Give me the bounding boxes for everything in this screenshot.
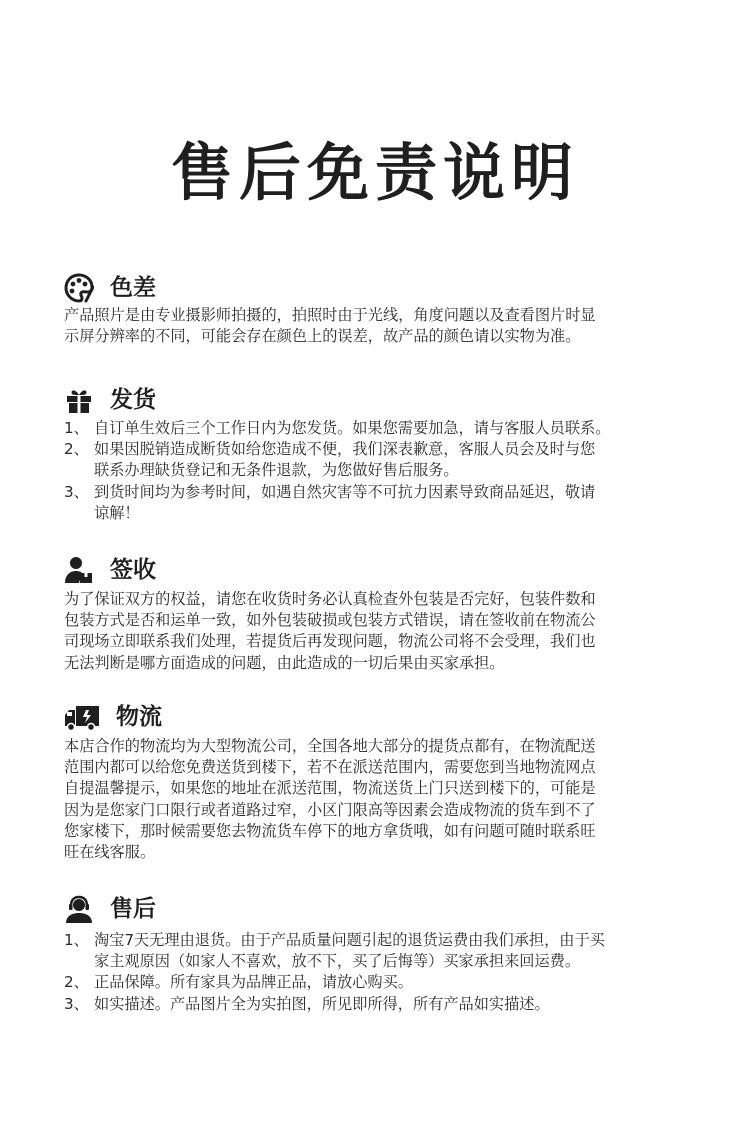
text-line: 您家楼下，那时候需要您去物流货车停下的地方拿货哦，如有问题可随时联系旺 <box>64 821 596 840</box>
list-item <box>64 439 704 481</box>
text-line: 到货时间均为参考时间，如遇自然灾害等不可抗力因素导致商品延迟，敬请 <box>94 482 596 501</box>
text-line: 家主观原因（如家人不喜欢，放不下，买了后悔等）买家承担来回运费。 <box>94 952 580 971</box>
page-title: 售后免责说明 <box>170 136 579 209</box>
text-line: 如果因脱销造成断货如给您造成不便，我们深表歉意，客服人员会及时与您 <box>94 440 596 459</box>
text-line: 无法判断是哪方面造成的问题，由此造成的一切后果由买家承担。 <box>64 653 505 672</box>
palette-icon <box>64 273 94 303</box>
item-number: 1、 <box>64 419 89 437</box>
text-line: 本店合作的物流均为大型物流公司，全国各地大部分的提货点都有，在物流配送 <box>64 737 596 755</box>
section-heading-logistics <box>64 702 162 732</box>
text-line: 淘宝7天无理由退货。由于产品质量问题引起的退货运费由我们承担，由于买 <box>94 931 605 949</box>
list-item <box>64 994 704 1015</box>
text-line: 司现场立即联系我们处理，若提货后再发现问题，物流公司将不会受理，我们也 <box>64 632 596 651</box>
text-line: 自订单生效后三个工作日内为您发货。如果您需要加急，请与客服人员联系。 <box>94 419 611 437</box>
text-line: 如实描述。产品图片全为实拍图，所见即所得，所有产品如实描述。 <box>94 994 550 1013</box>
text-line: 范围内都可以给您免费送货到楼下，若不在派送范围内，需要您到当地物流网点 <box>64 758 596 777</box>
item-number: 3、 <box>64 994 89 1013</box>
text-line: 自提温馨提示，如果您的地址在派送范围，物流送货上门只送到楼下的，可能是 <box>64 779 596 798</box>
item-number: 3、 <box>64 482 89 501</box>
section-heading-aftersale <box>64 894 156 924</box>
logistics-paragraph <box>64 736 704 863</box>
text-line: 正品保障。所有家具为品牌正品，请放心购买。 <box>94 973 413 992</box>
aftersale-list <box>64 930 704 1015</box>
section-heading-label: 售后 <box>110 896 156 922</box>
sign-paragraph <box>64 589 704 674</box>
section-heading-label: 色差 <box>110 275 156 301</box>
list-item <box>64 972 704 993</box>
text-line: 示屏分辨率的不同，可能会存在颜色上的误差，故产品的颜色请以实物为准。 <box>64 327 581 346</box>
list-item <box>64 482 704 524</box>
section-heading-label: 物流 <box>116 704 162 730</box>
truck-icon <box>64 702 100 732</box>
section-heading-label: 签收 <box>110 557 156 583</box>
text-line: 因为是您家门口限行或者道路过窄，小区门限高等因素会造成物流的货车到不了 <box>64 800 596 819</box>
section-heading-shipping <box>64 385 156 415</box>
section-heading-sign <box>64 555 156 585</box>
headset-user-icon <box>64 894 94 924</box>
list-item <box>64 418 704 439</box>
item-number: 1、 <box>64 931 89 949</box>
user-package-icon <box>64 555 94 585</box>
section-heading-color <box>64 273 156 303</box>
text-line: 包装方式是否和运单一致，如外包装破损或包装方式错误，请在签收前在物流公 <box>64 611 596 630</box>
list-item <box>64 930 704 972</box>
text-line: 为了保证双方的权益，请您在收货时务必认真检查外包装是否完好，包装件数和 <box>64 590 596 608</box>
section-heading-label: 发货 <box>110 387 156 413</box>
item-number: 2、 <box>64 973 89 992</box>
text-line: 联系办理缺货登记和无条件退款，为您做好售后服务。 <box>94 461 459 480</box>
text-line: 旺在线客服。 <box>64 842 156 861</box>
item-number: 2、 <box>64 440 89 459</box>
shipping-list <box>64 418 704 524</box>
color-paragraph <box>64 305 704 347</box>
text-line: 谅解！ <box>94 503 140 522</box>
text-line: 产品照片是由专业摄影师拍摄的，拍照时由于光线，角度问题以及查看图片时显 <box>64 306 596 324</box>
gift-icon <box>64 385 94 415</box>
